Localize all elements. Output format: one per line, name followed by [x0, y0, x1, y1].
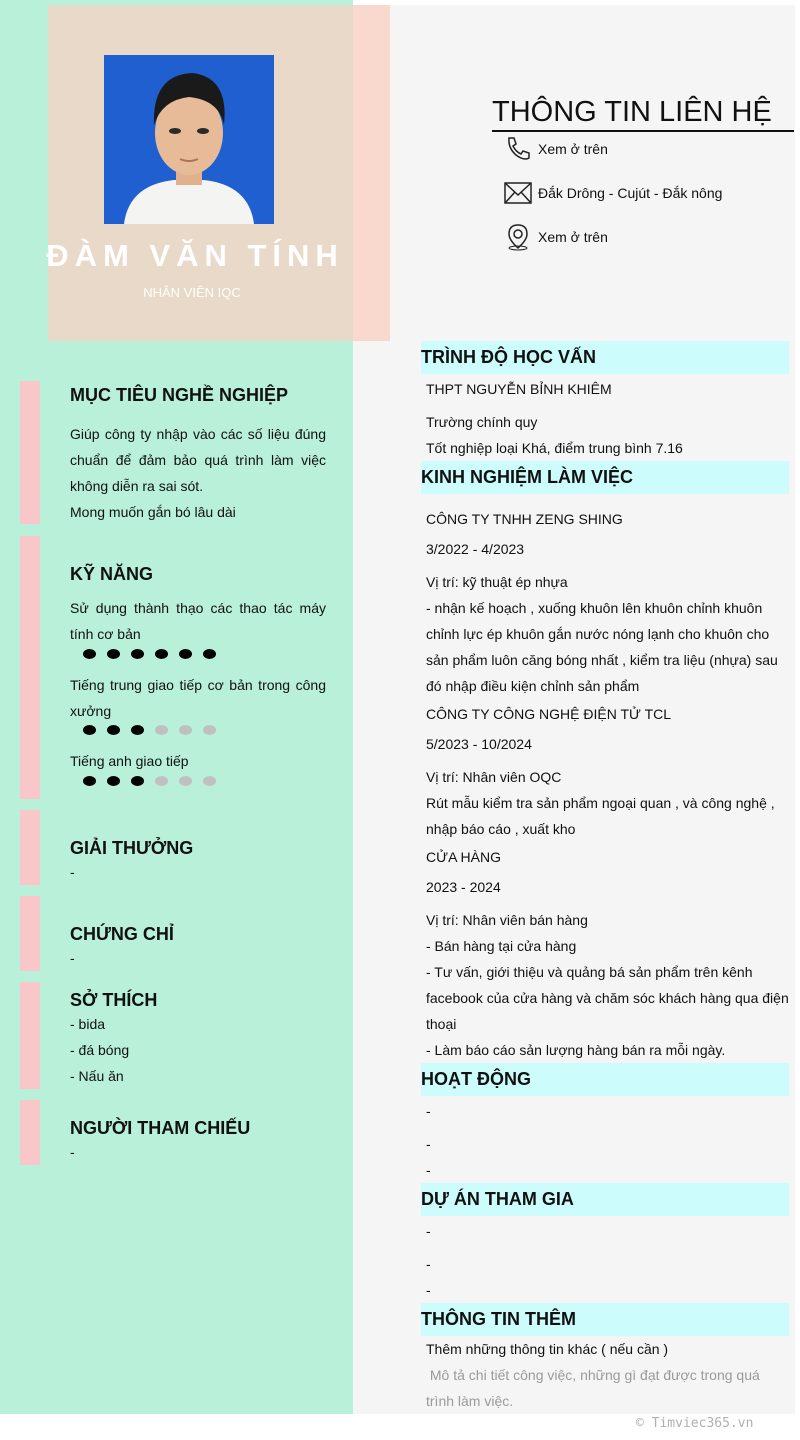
certificates-title: CHỨNG CHỈ	[70, 924, 174, 944]
education-result: Tốt nghiệp loại Khá, điểm trung bình 7.16	[426, 440, 683, 456]
hobby-item: - bida	[70, 1016, 106, 1032]
job-period: 2023 - 2024	[426, 879, 501, 895]
project-item: -	[426, 1256, 431, 1272]
candidate-name: ĐÀM VĂN TÍNH	[46, 238, 344, 273]
skill-label: Tiếng anh giao tiếp	[70, 753, 189, 769]
job-company: CÔNG TY CÔNG NGHỆ ĐIỆN TỬ TCL	[426, 706, 672, 722]
hobby-item: - Nấu ăn	[70, 1068, 124, 1084]
awards-text: -	[70, 864, 75, 880]
skill-dot-filled	[131, 776, 144, 786]
location-pin-icon	[504, 223, 532, 251]
contact-phone-text: Xem ở trên	[538, 141, 608, 157]
skills-accent-bar	[20, 536, 40, 799]
projects-title: DỰ ÁN THAM GIA	[421, 1189, 574, 1209]
skill-dot-filled	[155, 649, 168, 659]
hobby-item: - đá bóng	[70, 1042, 130, 1058]
activities-title: HOẠT ĐỘNG	[421, 1069, 531, 1089]
contact-title-underline	[492, 130, 794, 132]
certificates-accent-bar	[20, 896, 40, 971]
objective-text-2: Mong muốn gắn bó lâu dài	[70, 504, 236, 520]
skill-dot-filled	[107, 776, 120, 786]
skill-dot-empty	[155, 725, 168, 735]
experience-title: KINH NGHIỆM LÀM VIỆC	[421, 467, 634, 487]
job-company: CÔNG TY TNHH ZENG SHING	[426, 511, 623, 527]
skill-dot-filled	[107, 649, 120, 659]
skills-title: KỸ NĂNG	[70, 564, 154, 584]
certificates-text: -	[70, 950, 75, 966]
skill-dot-filled	[83, 725, 96, 735]
phone-icon	[504, 135, 532, 163]
job-period: 5/2023 - 10/2024	[426, 736, 532, 752]
skill-dot-filled	[107, 725, 120, 735]
skill-dot-empty	[179, 776, 192, 786]
candidate-role: NHÂN VIÊN IQC	[143, 285, 241, 300]
job-company: CỬA HÀNG	[426, 849, 501, 865]
skill-dot-empty	[203, 776, 216, 786]
contact-location	[504, 222, 608, 252]
contact-phone	[504, 134, 608, 164]
skill-rating	[83, 725, 227, 735]
activity-item: -	[426, 1162, 431, 1178]
education-type: Trường chính quy	[426, 414, 538, 430]
objective-text: Giúp công ty nhập vào các số liệu đúng chuẩn để đảm bảo quá trình làm việc không diễn ra sai sót.	[70, 426, 326, 494]
contact-title: THÔNG TIN LIÊN HỆ	[492, 96, 772, 128]
job-position: Vị trí: Nhân viên OQC	[426, 769, 562, 785]
contact-address-text: Đắk Drông - Cujút - Đắk nông	[538, 185, 723, 201]
job-description: - Tư vấn, giới thiệu và quảng bá sản phẩm trên kênh facebook của cửa hàng và chăm sóc khách hàng qua điện thoại	[426, 964, 789, 1032]
awards-accent-bar	[20, 810, 40, 885]
contact-address	[504, 178, 722, 208]
project-item: -	[426, 1282, 431, 1298]
skill-dot-empty	[155, 776, 168, 786]
skill-rating	[83, 776, 227, 786]
more-info-placeholder: Mô tả chi tiết công việc, những gì đạt được trong quá trình làm việc.	[426, 1367, 764, 1409]
footer-watermark: © Timviec365.vn	[636, 1416, 754, 1431]
objective-title: MỤC TIÊU NGHỀ NGHIỆP	[70, 385, 289, 405]
job-description: - nhận kế hoạch , xuống khuôn lên khuôn chỉnh khuôn chỉnh lực ép khuôn gắn nước nóng lạnh cho khuôn cho sản phẩm luôn căng bóng nhất , kiểm tra liệu (nhựa) sau đó nhập điều kiện chỉnh sản phẩm	[426, 600, 778, 694]
skill-label: Tiếng trung giao tiếp cơ bản trong công xưởng	[70, 677, 326, 719]
job-description: - Làm báo cáo sản lượng hàng bán ra mỗi ngày.	[426, 1042, 726, 1058]
skill-label: Sử dụng thành thạo các thao tác máy tính cơ bản	[70, 600, 326, 642]
hobbies-title: SỞ THÍCH	[70, 990, 158, 1010]
skill-dot-empty	[179, 725, 192, 735]
job-period: 3/2022 - 4/2023	[426, 541, 525, 557]
skill-rating	[83, 649, 227, 659]
profile-photo	[104, 55, 274, 224]
awards-title: GIẢI THƯỞNG	[70, 838, 194, 858]
contact-location-text: Xem ở trên	[538, 229, 608, 245]
job-position: Vị trí: Nhân viên bán hàng	[426, 912, 588, 928]
more-info-title: THÔNG TIN THÊM	[421, 1309, 576, 1329]
skill-dot-filled	[203, 649, 216, 659]
activity-item: -	[426, 1136, 431, 1152]
project-item: -	[426, 1223, 431, 1239]
mail-icon	[504, 179, 532, 207]
skill-dot-filled	[179, 649, 192, 659]
references-title: NGƯỜI THAM CHIẾU	[70, 1118, 251, 1138]
skill-dot-filled	[131, 725, 144, 735]
objective-accent-bar	[20, 381, 40, 524]
job-description: Rút mẫu kiểm tra sản phẩm ngoại quan , và công nghệ , nhập báo cáo , xuất kho	[426, 795, 775, 837]
education-school: THPT NGUYỄN BỈNH KHIÊM	[426, 381, 612, 397]
references-accent-bar	[20, 1100, 40, 1165]
more-info-line: Thêm những thông tin khác ( nếu cần )	[426, 1341, 669, 1357]
activity-item: -	[426, 1103, 431, 1119]
skill-dot-empty	[203, 725, 216, 735]
references-text: -	[70, 1144, 75, 1160]
education-title: TRÌNH ĐỘ HỌC VẤN	[421, 347, 596, 367]
skill-dot-filled	[131, 649, 144, 659]
job-position: Vị trí: kỹ thuật ép nhựa	[426, 574, 568, 590]
job-description: - Bán hàng tại cửa hàng	[426, 938, 577, 954]
skill-dot-filled	[83, 649, 96, 659]
skill-dot-filled	[83, 776, 96, 786]
hobbies-accent-bar	[20, 982, 40, 1089]
